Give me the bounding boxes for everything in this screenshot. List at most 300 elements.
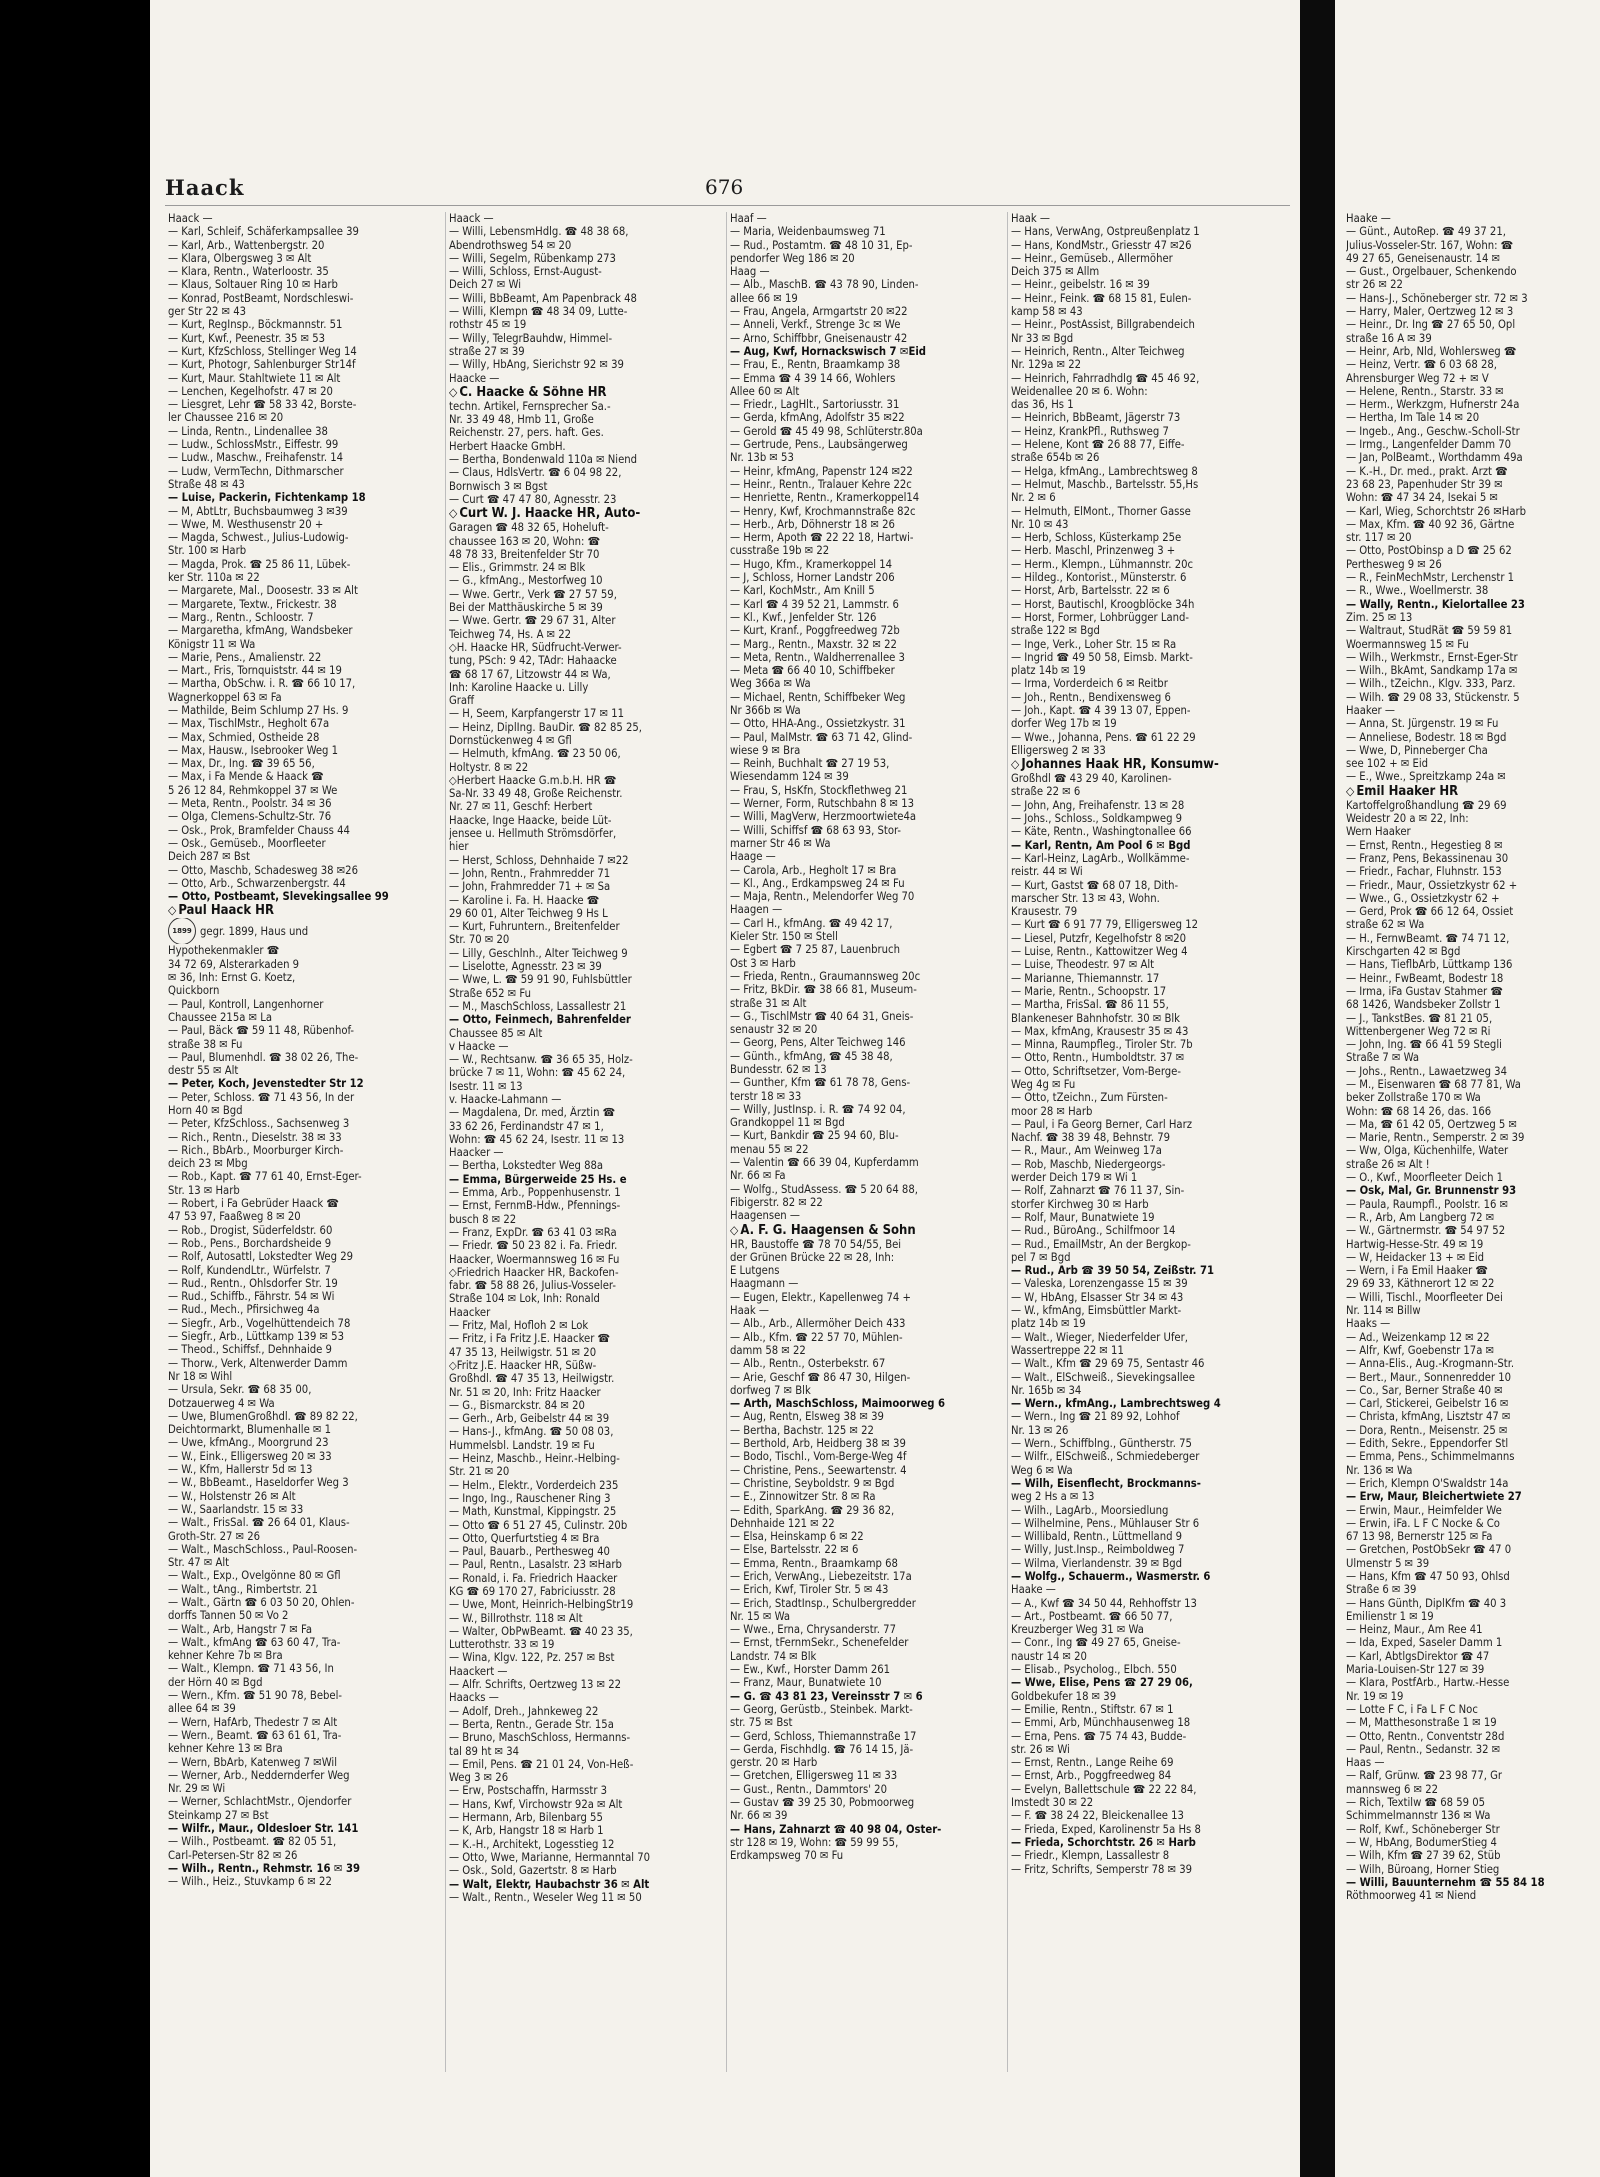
entry-text: — John, Ang, Freihafenstr. 13 ✉ 28 [1011,798,1185,812]
listing-entry [1346,332,1600,345]
entry-text: — Lilly, Geschlnh., Alter Teichweg 9 [449,946,628,960]
listing-entry [1011,1504,1286,1517]
entry-text: Haagmann — [730,1277,799,1291]
entry-text: — Ludw, VermTechn, Dithmarscher [168,464,344,478]
listing-entry [168,1397,442,1410]
entry-text: Nr. 129a ✉ 22 [1011,358,1082,372]
listing-entry [1346,398,1600,411]
listing-entry [1011,932,1286,945]
listing-entry [449,574,723,587]
listing-entry [1011,985,1286,998]
listing-entry [449,265,723,278]
listing-entry [730,1690,1004,1703]
listing-entry [449,1784,723,1797]
listing-entry [1346,438,1600,451]
entry-text: — Christa, kfmAng, Lisztstr 47 ✉ [1346,1410,1511,1424]
entry-text: — Otto, Maschb, Schadesweg 38 ✉26 [168,863,358,877]
entry-text: — Erich, Kwf, Tiroler Str. 5 ✉ 43 [730,1583,889,1597]
entry-text: — Martha, FrisSal. ☎ 86 11 55, [1011,998,1169,1012]
entry-text: Johannes Haak HR, Konsumw- [1021,757,1219,773]
adjacent-page-column [1343,212,1600,2072]
listing-entry [730,1530,1004,1543]
entry-text: Allee 60 ✉ Alt [730,384,800,398]
entry-text: — Ronald, i. Fa. Friedrich Haacker [449,1571,618,1585]
entry-text: Hypothekenmakler ☎ [168,944,280,958]
entry-text: — Willi, Schiffsf ☎ 68 63 93, Stor- [730,823,902,837]
entry-text: — Frieda, Schorchtstr. 26 ✉ Harb [1011,1835,1196,1849]
entry-text: Nr. 19 ✉ 19 [1346,1689,1404,1703]
listing-entry [1346,1065,1600,1078]
entry-text: — Otto, Rentn., Humboldtstr. 37 ✉ [1011,1051,1185,1065]
listing-entry [168,1104,442,1117]
entry-text: — Frieda, Rentn., Graumannsweg 20c [730,969,921,983]
listing-entry [730,1036,1004,1049]
listing-entry [449,1771,723,1784]
listing-entry [1346,918,1600,931]
entry-text: — Walt., Gärtn ☎ 6 03 50 20, Ohlen- [168,1595,355,1609]
listing-entry [168,1476,442,1489]
listing-entry [730,1023,1004,1036]
entry-text: — Ludw., SchlossMstr., Eiffestr. 99 [168,438,339,452]
listing-entry [1346,1251,1600,1264]
listing-entry [730,318,1004,331]
entry-text: — Meta, Rentn., Poolstr. 34 ✉ 36 [168,797,332,811]
listing-entry [1346,1676,1600,1689]
entry-text: Haackert — [449,1664,508,1678]
entry-text: — G., TischlMstr ☎ 40 64 31, Gneis- [730,1009,914,1023]
entry-text: — Valentin ☎ 66 39 04, Kupferdamm [730,1156,919,1170]
entry-text: 33 62 26, Ferdinandstr 47 ✉ 1, [449,1119,604,1133]
listing-entry [449,1399,723,1412]
entry-text: — Helmuth, ElMont., Thorner Gasse [1011,504,1191,518]
entry-text: mannsweg 6 ✉ 22 [1346,1782,1439,1796]
listing-entry [1346,757,1600,770]
entry-text: — Anna, St. Jürgenstr. 19 ✉ Fu [1346,717,1499,731]
listing-heading [449,385,723,400]
entry-text: — Wilfr., ElSchweiß., Schmiedeberger [1011,1450,1200,1464]
entry-text: — Peter, Koch, Jevenstedter Str 12 [168,1077,364,1091]
listing-entry [449,212,723,225]
listing-entry [1011,1610,1286,1623]
listing-entry [449,1359,723,1372]
entry-text: Kartoffelgroßhandlung ☎ 29 69 [1346,798,1507,812]
listing-entry [168,1742,442,1755]
entry-text: — Erna, Pens. ☎ 75 74 43, Budde- [1011,1729,1187,1743]
entry-text: — Rud., BüroAng., Schilfmoor 14 [1011,1224,1176,1238]
listing-entry [1346,651,1600,664]
listing-entry [1011,799,1286,812]
entry-text: straße 16 A ✉ 39 [1346,331,1432,345]
entry-text: — Max, Dr., Ing. ☎ 39 65 56, [168,757,315,771]
listing-entry [1011,1331,1286,1344]
entry-text: — Walt., Exp., Ovelgönne 80 ✉ Gfl [168,1569,341,1583]
listing-entry [1011,1051,1286,1064]
entry-text: — Frau, E., Rentn, Braamkamp 38 [730,358,901,372]
listing-entry [1346,770,1600,783]
entry-text: — Willi, BbBeamt, Am Papenbrack 48 [449,291,637,305]
entry-text: — Rud., EmailMstr, An der Bergkop- [1011,1237,1191,1251]
adjacent-page [1335,0,1600,2177]
entry-text: 67 13 98, Bernerstr 125 ✉ Fa [1346,1530,1493,1544]
listing-entry [1011,358,1286,371]
entry-text: — Irma, iFa Gustav Stahmer ☎ [1346,984,1503,998]
listing-entry [1011,451,1286,464]
entry-text: Zim. 25 ✉ 13 [1346,610,1413,624]
entry-text: — Willy, HbAng, Sierichstr 92 ✉ 39 [449,358,624,372]
entry-text: — Otto, Postbeamt, Slevekingsallee 99 [168,890,389,904]
entry-text: marner Str 46 ✉ Wa [730,836,831,850]
entry-text: — Walt., MaschSchloss., Paul-Roosen- [168,1542,358,1556]
entry-text: Lutterothstr. 33 ✉ 19 [449,1638,555,1652]
entry-text: — Art., Postbeamt. ☎ 66 50 77, [1011,1609,1173,1623]
listing-entry [449,1678,723,1691]
listing-entry [168,531,442,544]
entry-text: — K.-H., Architekt, Logesstieg 12 [449,1837,615,1851]
listing-entry [1011,1663,1286,1676]
entry-text: Haaker — [1346,703,1395,717]
listing-entry [449,372,723,385]
listing-entry [730,252,1004,265]
entry-text: — W., Holstenstr 26 ✉ Alt [168,1489,296,1503]
entry-text: — Emma ☎ 4 39 14 66, Wohlers [730,371,896,385]
listing-entry [1346,598,1600,611]
listing-entry [1346,1809,1600,1822]
listing-entry [168,824,442,837]
listing-entry [1011,1184,1286,1197]
entry-text: Weidestr 20 a ✉ 22, Inh: [1346,812,1469,826]
listing-entry [1011,704,1286,717]
listing-entry [1011,1769,1286,1782]
listing-entry [449,239,723,252]
entry-text: — Marg., Rentn., Schloostr. 7 [168,610,314,624]
listing-entry [449,548,723,561]
listing-entry [1011,252,1286,265]
listing-entry [730,744,1004,757]
entry-text: Nr. 15 ✉ Wa [730,1609,791,1623]
listing-entry [168,1676,442,1689]
entry-text: — Max, Kfm. ☎ 40 92 36, Gärtne [1346,517,1515,531]
listing-entry [1011,1251,1286,1264]
entry-text: — Max, TischlMstr., Hegholt 67a [168,717,330,731]
entry-text: — Michael, Rentn, Schiffbeker Weg [730,690,906,704]
listing-entry [730,265,1004,278]
entry-text: 5 26 12 84, Rehmkoppel 37 ✉ We [168,783,338,797]
entry-text: — Otto, Querfurtstieg 4 ✉ Bra [449,1531,600,1545]
entry-text: dorfweg 7 ✉ Blk [730,1383,811,1397]
entry-text: — W, Heidacker 13 + ✉ Eid [1346,1250,1485,1264]
listing-entry [1346,1105,1600,1118]
listing-entry [168,1569,442,1582]
listing-entry [1011,892,1286,905]
listing-entry [1346,717,1600,730]
listing-entry [730,491,1004,504]
entry-text: — Jan, PolBeamt., Worthdamm 49a [1346,451,1523,465]
entry-text: — Wern., Kfm. ☎ 51 90 78, Bebel- [168,1689,343,1703]
listing-entry [449,1798,723,1811]
entry-text: Kirschgarten 42 ✉ Bgd [1346,945,1461,959]
entry-text: Herbert Haacke G.m.b.H. HR ☎ [456,773,617,787]
listing-entry [449,960,723,973]
listing-entry [1011,1144,1286,1157]
listing-entry [449,1452,723,1465]
column-2 [446,212,727,2072]
entry-text: — Hugo, Kfm., Kramerkoppel 14 [730,557,893,571]
entry-text: — Magda, Prok. ☎ 25 86 11, Lübek- [168,557,351,571]
listing-entry [1346,1051,1600,1064]
listing-entry [168,265,442,278]
listing-entry [168,984,442,997]
listing-entry [1346,731,1600,744]
entry-text: — Rob., Kapt. ☎ 77 61 40, Ernst-Eger- [168,1170,362,1184]
entry-text: — Wwe, Elise, Pens ☎ 27 29 06, [1011,1676,1193,1690]
listing-entry [449,1545,723,1558]
entry-text: — Ernst, tFernmSekr., Schenefelder [730,1636,909,1650]
entry-text: — Heinr., Feink. ☎ 68 15 81, Eulen- [1011,291,1192,305]
entry-text: Emil Haaker HR [1356,783,1459,799]
entry-text: — Margarete, Textw., Frickestr. 38 [168,597,337,611]
entry-text: Wern Haaker [1346,825,1411,839]
entry-text: — Frau, Angela, Armgartstr 20 ✉22 [730,305,908,319]
entry-text: platz 14b ✉ 19 [1011,664,1086,678]
listing-entry [168,717,442,730]
entry-text: hier [449,840,469,854]
entry-text: — Wwe. Gertr., Verk ☎ 27 57 59, [449,587,617,601]
entry-text: — Wilma, Vierlandenstr. 39 ✉ Bgd [1011,1556,1183,1570]
listing-entry [168,944,442,957]
entry-text: — Emma, Arb., Poppenhusenstr. 1 [449,1186,621,1200]
entry-text: Haack — [449,212,494,225]
entry-text: — Erich, VerwAng., Liebezeitstr. 17a [730,1569,912,1583]
entry-text: — Willy, TelegrBauhdw, Himmel- [449,331,613,345]
listing-entry [168,704,442,717]
entry-text: ☎ 68 17 67, Litzowstr 44 ✉ Wa, [449,667,611,681]
entry-text: — Egbert ☎ 7 25 87, Lauenbruch [730,943,900,957]
entry-text: — Conr., Ing ☎ 49 27 65, Gneise- [1011,1636,1181,1650]
listing-entry [730,571,1004,584]
listing-entry [168,1503,442,1516]
listing-entry [1011,1543,1286,1556]
entry-text: — Gerh., Arb, Geibelstr 44 ✉ 39 [449,1412,610,1426]
entry-text: — Wilh., Rentn., Rehmstr. 16 ✉ 39 [168,1861,360,1875]
listing-entry [730,239,1004,252]
listing-entry [168,1091,442,1104]
entry-text: — Curt ☎ 47 47 80, Agnesstr. 23 [449,492,617,506]
entry-text: Haacker, Woermannsweg 16 ✉ Fu [449,1252,620,1266]
entry-text: 23 68 23, Papenhuder Str 39 ✉ [1346,477,1503,491]
entry-text: 29 60 01, Alter Teichweg 9 Hs L [449,906,608,920]
listing-entry [1346,1663,1600,1676]
entry-text: — Emma, Bürgerweide 25 Hs. e [449,1172,627,1186]
listing-entry [449,707,723,720]
listing-entry [168,411,442,424]
entry-text: — Heinz, KrankPfl., Ruthsweg 7 [1011,424,1169,438]
listing-entry [1011,624,1286,637]
entry-text: — Kurt, Fuhruntern., Breitenfelder [449,920,620,934]
listing-entry [730,1331,1004,1344]
entry-text: Straße 104 ✉ Lok, Inh: Ronald [449,1292,600,1306]
entry-text: Wiesendamm 124 ✉ 39 [730,770,849,784]
entry-text: Garagen ☎ 48 32 65, Hoheluft- [449,521,609,535]
listing-entry [1011,1012,1286,1025]
listing-entry [449,1651,723,1664]
listing-entry [730,1251,1004,1264]
listing-entry [168,1702,442,1715]
entry-text: Straße 6 ✉ 39 [1346,1583,1417,1597]
listing-entry [1011,651,1286,664]
listing-entry [449,1253,723,1266]
listing-entry [730,770,1004,783]
listing-entry [168,691,442,704]
listing-entry [1346,1264,1600,1277]
entry-text: — Willy, JustInsp. i. R. ☎ 74 92 04, [730,1102,906,1116]
entry-text: — Ad., Weizenkamp 12 ✉ 22 [1346,1330,1490,1344]
listing-entry [1011,1211,1286,1224]
listing-entry [449,1811,723,1824]
entry-text: Nr. 51 ✉ 20, Inh: Fritz Haacker [449,1385,601,1399]
listing-entry [168,1237,442,1250]
entry-text: — Heinr., FwBeamt, Bodestr 18 [1346,971,1504,985]
entry-text: — Bruno, MaschSchloss, Hermanns- [449,1731,631,1745]
listing-entry [168,544,442,557]
entry-text: — Rob., Drogist, Süderfeldstr. 60 [168,1223,333,1237]
entry-text: 29 69 33, Käthnerort 12 ✉ 22 [1346,1277,1495,1291]
entry-text: Groth-Str. 27 ✉ 26 [168,1529,261,1543]
entry-text: Deich 375 ✉ Allm [1011,265,1100,279]
listing-entry [168,398,442,411]
listing-entry [1346,1012,1600,1025]
entry-text: — Heinr, Arb, Nld, Wohlersweg ☎ [1346,344,1517,358]
listing-entry [1011,1091,1286,1104]
column-1 [165,212,446,2072]
entry-text: — Gerd, Schloss, Thiemannstraße 17 [730,1729,917,1743]
listing-entry [168,850,442,863]
entry-text: — Karl, Wieg, Schorchtstr 26 ✉Harb [1346,504,1527,518]
entry-text: — Marg., Rentn., Maxstr. 32 ✉ 22 [730,637,897,651]
listing-entry [168,558,442,571]
entry-text: Graff [449,694,475,708]
entry-text: ✉ 36, Inh: Ernst G. Koetz, [168,971,296,985]
listing-entry [1346,852,1600,865]
entry-text: — Gust., Rentn., Dammtors' 20 [730,1782,887,1796]
entry-text: — Hans, Kfm ☎ 47 50 93, Ohlsd [1346,1569,1510,1583]
listing-entry [168,451,442,464]
entry-text: Kieler Str. 150 ✉ Stell [730,930,838,944]
listing-entry [1346,1450,1600,1463]
listing-entry [1011,1557,1286,1570]
entry-text: — Rich., BbArb., Moorburger Kirch- [168,1143,344,1157]
listing-entry [168,1716,442,1729]
entry-text: Haacker — [449,1146,504,1160]
entry-text: Nr. 29 ✉ Wi [168,1782,226,1796]
listing-entry [730,1437,1004,1450]
entry-text: — Kurt, KfzSchloss, Stellinger Weg 14 [168,344,357,358]
listing-entry [449,641,723,654]
listing-entry [1346,985,1600,998]
listing-entry [1011,491,1286,504]
entry-text: Wohn: ☎ 68 14 26, das. 166 [1346,1104,1492,1118]
listing-entry [1346,1331,1600,1344]
entry-text: — Johs., Schloss., Soldkampweg 9 [1011,812,1183,826]
entry-text: — Karl, Arb., Wattenbergstr. 20 [168,238,325,252]
entry-text: — Kurt, Kwf., Peenestr. 35 ✉ 53 [168,331,326,345]
entry-text: straße 654b ✉ 26 [1011,451,1100,465]
entry-text: — Hans-J., kfmAng. ☎ 50 08 03, [449,1425,614,1439]
entry-text: — Osk., Prok, Bramfelder Chauss 44 [168,823,350,837]
listing-entry [449,1053,723,1066]
entry-text: — Bert., Maur., Sonnenredder 10 [1346,1370,1512,1384]
listing-entry [730,1304,1004,1317]
listing-entry [449,681,723,694]
listing-entry [449,761,723,774]
listing-entry [730,1636,1004,1649]
listing-entry [730,531,1004,544]
entry-text: — Walter, ObPwBeamt. ☎ 40 23 35, [449,1624,633,1638]
listing-entry [730,837,1004,850]
entry-text: — Alfr, Kwf, Goebenstr 17a ✉ [1346,1343,1495,1357]
entry-text: — Rud., Postamtm. ☎ 48 10 31, Ep- [730,238,913,252]
listing-entry [1011,1676,1286,1689]
entry-text: Erdkampsweg 70 ✉ Fu [730,1849,844,1863]
entry-text: — Rob, Maschb, Niedergeorgs- [1011,1157,1166,1171]
entry-text: Haack — [168,212,213,225]
entry-text: — Emilie, Rentn., Stiftstr. 67 ✉ 1 [1011,1702,1174,1716]
entry-text: Julius-Vosseler-Str. 167, Wohn: ☎ [1346,238,1514,252]
listing-entry [1346,1437,1600,1450]
entry-text: — Helga, kfmAng., Lambrechtsweg 8 [1011,464,1198,478]
listing-entry [730,372,1004,385]
listing-entry [1011,812,1286,825]
entry-text: — Otto, Feinmech, Bahrenfelder [449,1013,631,1027]
entry-text: — Peter, Schloss. ☎ 71 43 56, In der [168,1090,355,1104]
entry-text: — Horst, Former, Lohbrügger Land- [1011,610,1190,624]
listing-entry [1346,1078,1600,1091]
listing-entry [730,1477,1004,1490]
listing-entry [730,1371,1004,1384]
entry-text: — G., Bismarckstr. 84 ✉ 20 [449,1398,585,1412]
listing-entry [730,332,1004,345]
entry-text: — Valeska, Lorenzengasse 15 ✉ 39 [1011,1277,1188,1291]
entry-text: — W., Rechtsanw. ☎ 36 65 35, Holz- [449,1053,633,1067]
entry-text: A. F. G. Haagensen & Sohn [740,1222,916,1238]
listing-entry [449,252,723,265]
listing-entry [168,1317,442,1330]
entry-text: — Wilh., tZeichn., Klgv. 333, Parz. [1346,677,1516,691]
listing-entry [449,1027,723,1040]
entry-text: Fibigerstr. 82 ✉ 22 [730,1195,823,1209]
listing-entry [449,1412,723,1425]
listing-entry [449,332,723,345]
listing-entry [449,614,723,627]
entry-text: — W., Saarlandstr. 15 ✉ 33 [168,1502,304,1516]
listing-entry [449,694,723,707]
diamond-marker-icon: ◇ [168,903,177,918]
entry-text: Haagensen — [730,1209,800,1223]
entry-text: Weg 3 ✉ 26 [449,1771,509,1785]
entry-text: — Maja, Rentn., Melendorfer Weg 70 [730,890,915,904]
listing-entry [1346,744,1600,757]
listing-entry [730,1557,1004,1570]
listing-entry [1011,1836,1286,1849]
listing-entry [1011,865,1286,878]
listing-entry [730,278,1004,291]
entry-text: — Heinz, Vertr. ☎ 6 03 68 28, [1346,358,1497,372]
listing-entry [449,1864,723,1877]
listing-entry [1011,1371,1286,1384]
entry-text: Haacks — [449,1691,499,1705]
listing-entry [730,292,1004,305]
listing-entry [449,1199,723,1212]
entry-text: — John, Frahmredder 71 + ✉ Sa [449,880,611,894]
